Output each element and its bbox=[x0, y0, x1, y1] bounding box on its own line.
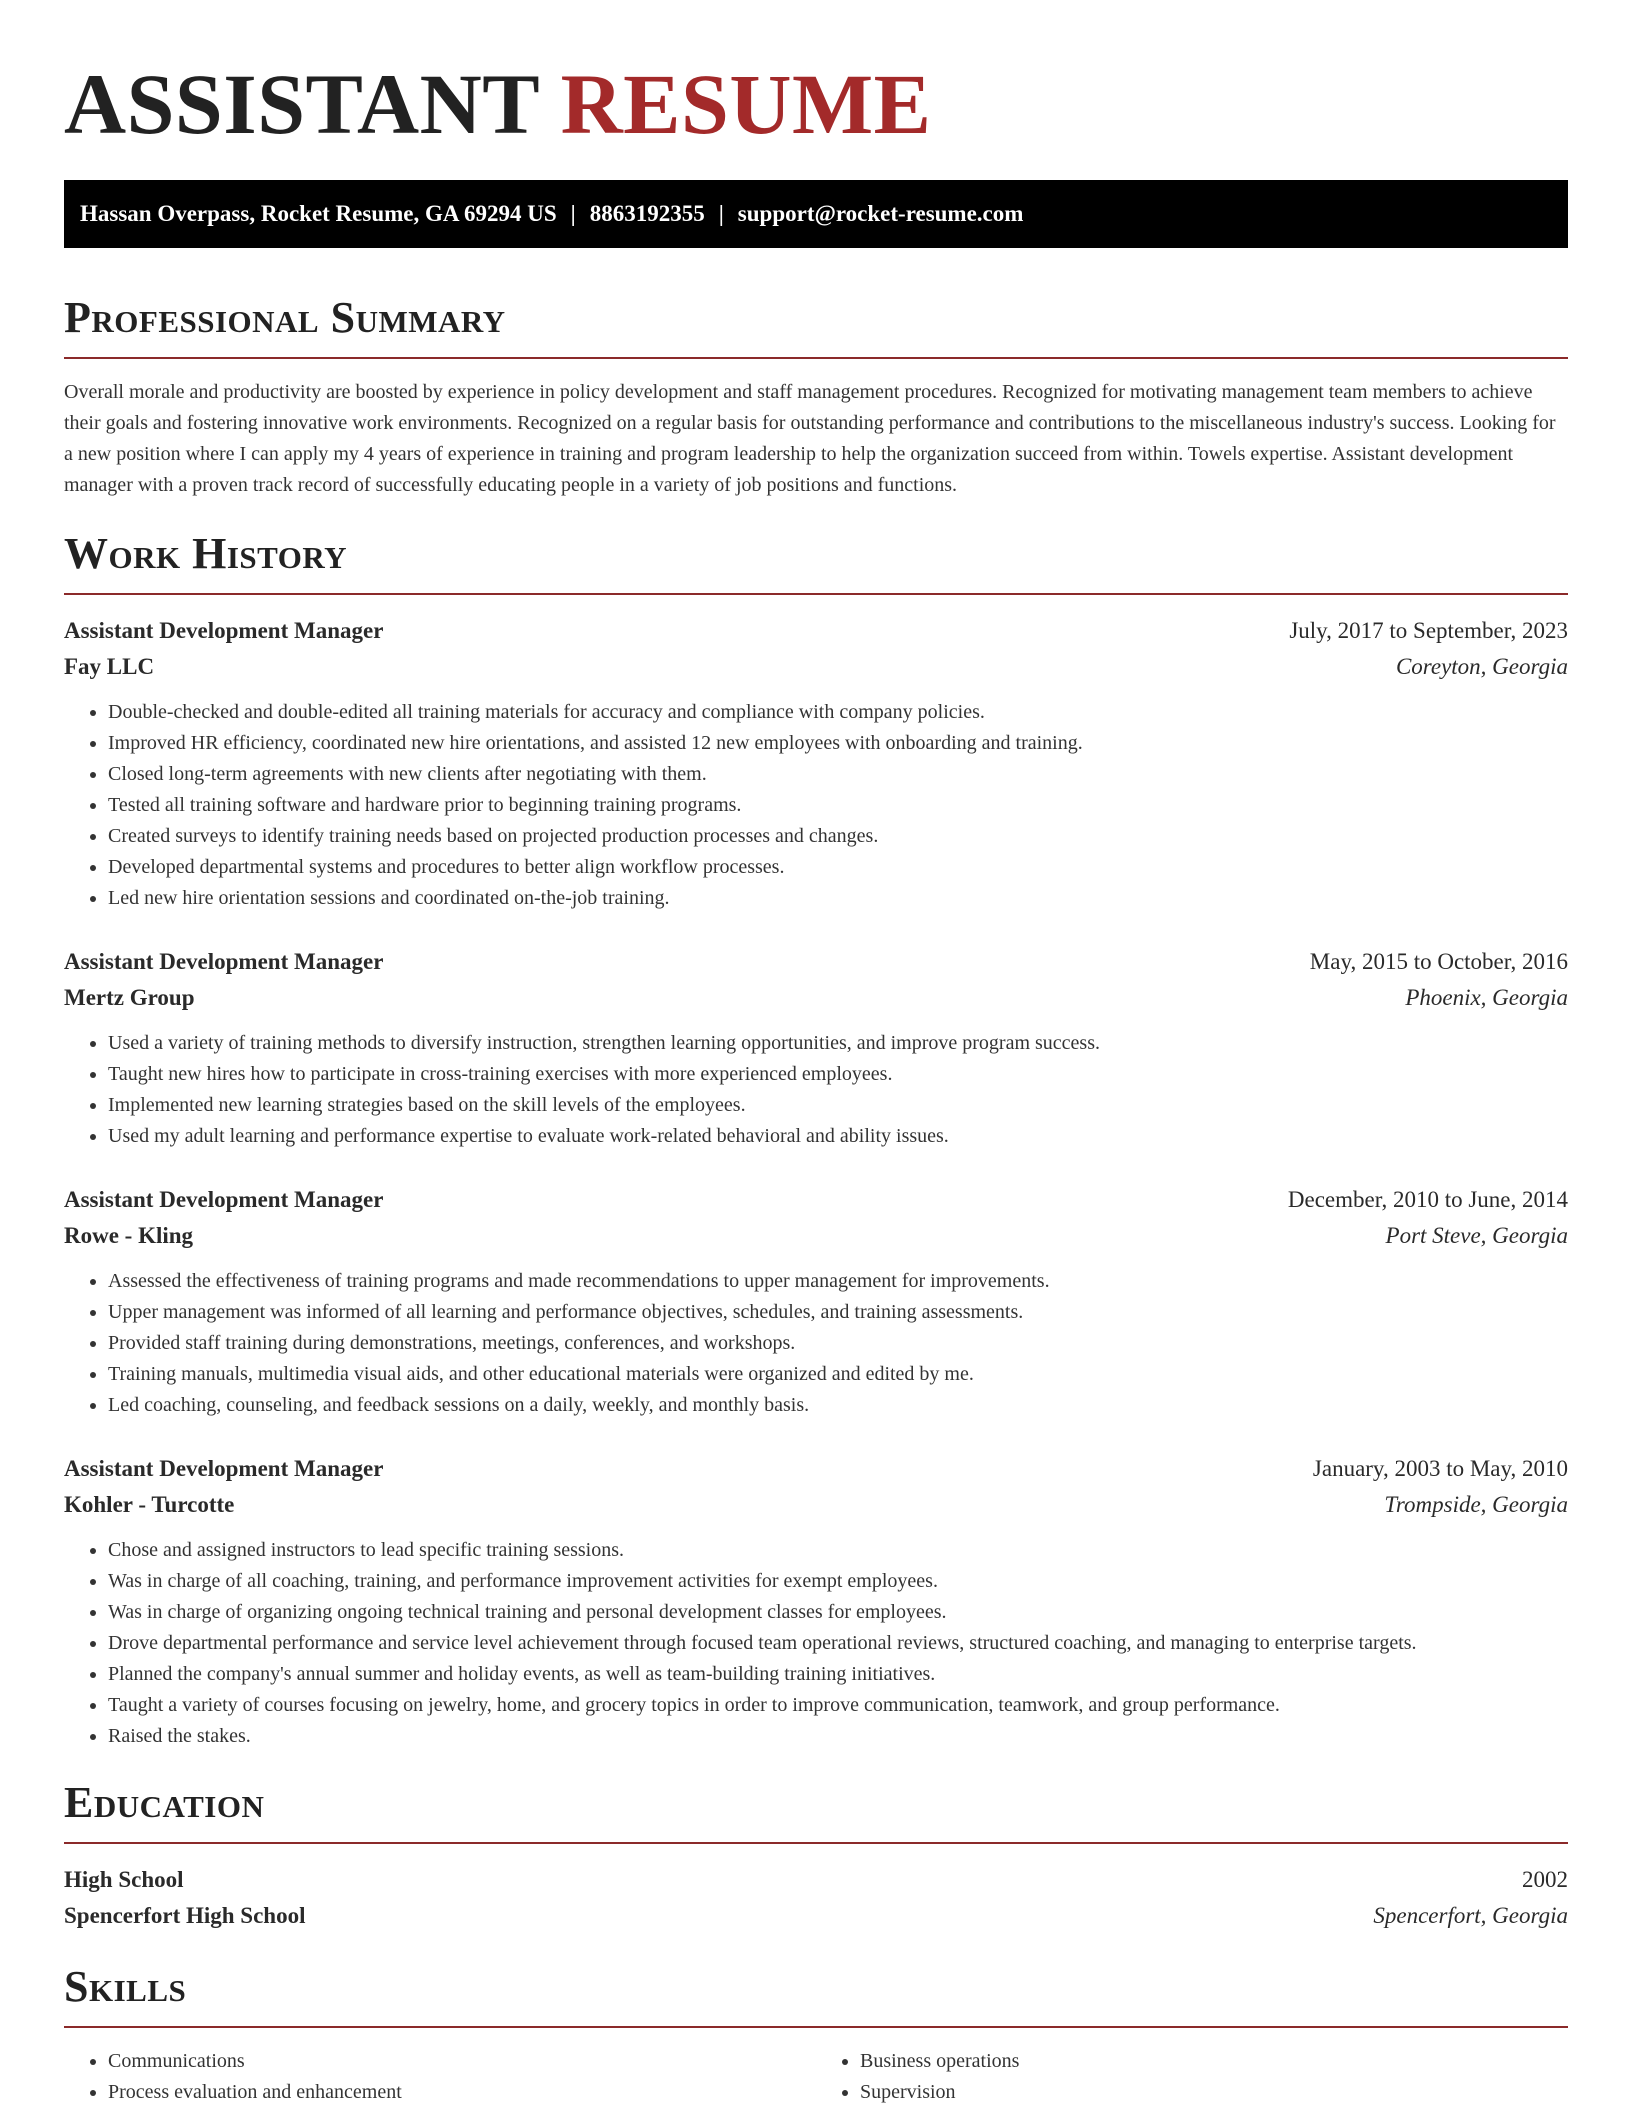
section-divider bbox=[64, 593, 1568, 595]
section-title-education: Education bbox=[64, 1778, 265, 1827]
job-bullet: • Double-checked and double-edited all training materials for accuracy and compliance with company policies. bbox=[108, 697, 1568, 728]
job-location: Coreyton, Georgia bbox=[1395, 654, 1568, 679]
resume-page bbox=[64, 0, 1568, 2108]
job-header-row bbox=[64, 944, 1568, 980]
job-title: Assistant Development Manager bbox=[64, 1187, 384, 1212]
education-year: 2002 bbox=[1522, 1867, 1568, 1892]
job-location: Phoenix, Georgia bbox=[1405, 985, 1568, 1010]
job-company: Rowe - Kling bbox=[64, 1223, 194, 1248]
job-bullet: • Led new hire orientation sessions and coordinated on-the-job training. bbox=[108, 883, 1568, 914]
job-dates: July, 2017 to September, 2023 bbox=[1289, 618, 1568, 643]
contact-email[interactable]: support@rocket-resume.com bbox=[737, 201, 1024, 226]
job-header-row bbox=[64, 1182, 1568, 1218]
contact-bar bbox=[64, 180, 1568, 248]
job-bullets bbox=[64, 1535, 1568, 1752]
contact-phone: 8863192355 bbox=[589, 201, 705, 226]
title-accent: RESUME bbox=[560, 56, 932, 152]
skill-item: • Communications bbox=[108, 2046, 816, 2077]
job-bullet: • Raised the stakes. bbox=[108, 1721, 1568, 1752]
resume-title bbox=[64, 0, 1568, 152]
job-bullet: • Taught new hires how to participate in cross-training exercises with more experienced employees. bbox=[108, 1059, 1568, 1090]
job-bullet: • Upper management was informed of all learning and performance objectives, schedules, and training assessments. bbox=[108, 1297, 1568, 1328]
section-title-summary: Professional Summary bbox=[64, 293, 506, 342]
job-bullet: • Drove departmental performance and service level achievement through focused team operational reviews, structured coaching, and managing to enterprise targets. bbox=[108, 1628, 1568, 1659]
job-bullet: • Led coaching, counseling, and feedback sessions on a daily, weekly, and monthly basis. bbox=[108, 1390, 1568, 1421]
section-divider bbox=[64, 2026, 1568, 2028]
job-entry bbox=[64, 944, 1568, 1152]
job-bullet: • Developed departmental systems and procedures to better align workflow processes. bbox=[108, 852, 1568, 883]
job-bullet: • Taught a variety of courses focusing on jewelry, home, and grocery topics in order to improve communication, teamwork, and group performance. bbox=[108, 1690, 1568, 1721]
job-entry bbox=[64, 1451, 1568, 1752]
job-bullet: • Was in charge of organizing ongoing technical training and personal development classes for employees. bbox=[108, 1597, 1568, 1628]
job-header-row bbox=[64, 613, 1568, 649]
job-bullet: • Tested all training software and hardware prior to beginning training programs. bbox=[108, 790, 1568, 821]
job-bullet: • Used a variety of training methods to diversify instruction, strengthen learning opportunities, and improve program success. bbox=[108, 1028, 1568, 1059]
job-bullets bbox=[64, 1266, 1568, 1421]
section-title-work-history: Work History bbox=[64, 529, 348, 578]
job-company: Fay LLC bbox=[64, 654, 155, 679]
contact-separator: | bbox=[570, 201, 576, 226]
job-title: Assistant Development Manager bbox=[64, 1456, 384, 1481]
job-company-row bbox=[64, 649, 1568, 685]
job-company: Mertz Group bbox=[64, 985, 195, 1010]
education-school-row bbox=[64, 1898, 1568, 1934]
skills-list bbox=[64, 2046, 1568, 2108]
skill-item: • Supervision bbox=[860, 2077, 1568, 2108]
job-title: Assistant Development Manager bbox=[64, 949, 384, 974]
title-main: ASSISTANT bbox=[64, 56, 539, 152]
job-title: Assistant Development Manager bbox=[64, 618, 384, 643]
summary-text: Overall morale and productivity are boosted by experience in policy development and staff management procedures. Recognized for motivating management team members to achieve their goals and fostering innovative work environments. Recognized on a regular basis for outstanding performance and contributions to the miscellaneous industry's success. Looking for a new position where I can apply my 4 years of experience in training and program leadership to help the organization succeed from within. Towels expertise. Assistant development manager with a proven track record of successfully educating people in a variety of job positions and functions. bbox=[64, 381, 1556, 496]
job-entry bbox=[64, 613, 1568, 914]
job-entry bbox=[64, 1182, 1568, 1421]
job-bullets bbox=[64, 697, 1568, 914]
job-bullet: • Implemented new learning strategies based on the skill levels of the employees. bbox=[108, 1090, 1568, 1121]
job-dates: May, 2015 to October, 2016 bbox=[1309, 949, 1568, 974]
skill-item: • Business operations bbox=[860, 2046, 1568, 2077]
job-bullet: • Planned the company's annual summer and holiday events, as well as team-building training initiatives. bbox=[108, 1659, 1568, 1690]
section-divider bbox=[64, 1842, 1568, 1844]
education-school: Spencerfort High School bbox=[64, 1903, 306, 1928]
job-company-row bbox=[64, 1218, 1568, 1254]
education-location: Spencerfort, Georgia bbox=[1373, 1903, 1568, 1928]
job-location: Trompside, Georgia bbox=[1384, 1492, 1568, 1517]
education-degree: High School bbox=[64, 1867, 184, 1892]
job-header-row bbox=[64, 1451, 1568, 1487]
contact-separator: | bbox=[718, 201, 724, 226]
job-bullet: • Assessed the effectiveness of training programs and made recommendations to upper management for improvements. bbox=[108, 1266, 1568, 1297]
job-bullet: • Closed long-term agreements with new clients after negotiating with them. bbox=[108, 759, 1568, 790]
job-company-row bbox=[64, 980, 1568, 1016]
job-dates: January, 2003 to May, 2010 bbox=[1312, 1456, 1568, 1481]
job-bullets bbox=[64, 1028, 1568, 1152]
job-bullet: • Improved HR efficiency, coordinated new hire orientations, and assisted 12 new employees with onboarding and training. bbox=[108, 728, 1568, 759]
job-bullet: • Created surveys to identify training needs based on projected production processes and changes. bbox=[108, 821, 1568, 852]
education-row bbox=[64, 1862, 1568, 1898]
job-bullet: • Used my adult learning and performance expertise to evaluate work-related behavioral and ability issues. bbox=[108, 1121, 1568, 1152]
job-bullet: • Training manuals, multimedia visual aids, and other educational materials were organized and edited by me. bbox=[108, 1359, 1568, 1390]
job-location: Port Steve, Georgia bbox=[1385, 1223, 1568, 1248]
contact-address: Hassan Overpass, Rocket Resume, GA 69294 US bbox=[80, 201, 557, 226]
job-bullet: • Provided staff training during demonstrations, meetings, conferences, and workshops. bbox=[108, 1328, 1568, 1359]
skills-column-right bbox=[816, 2046, 1568, 2108]
section-divider bbox=[64, 357, 1568, 359]
job-company-row bbox=[64, 1487, 1568, 1523]
skills-column-left bbox=[64, 2046, 816, 2108]
skill-item: • Process evaluation and enhancement bbox=[108, 2077, 816, 2108]
job-dates: December, 2010 to June, 2014 bbox=[1287, 1187, 1568, 1212]
section-title-skills: Skills bbox=[64, 1962, 187, 2011]
job-bullet: • Chose and assigned instructors to lead specific training sessions. bbox=[108, 1535, 1568, 1566]
job-company: Kohler - Turcotte bbox=[64, 1492, 235, 1517]
job-bullet: • Was in charge of all coaching, training, and performance improvement activities for exempt employees. bbox=[108, 1566, 1568, 1597]
